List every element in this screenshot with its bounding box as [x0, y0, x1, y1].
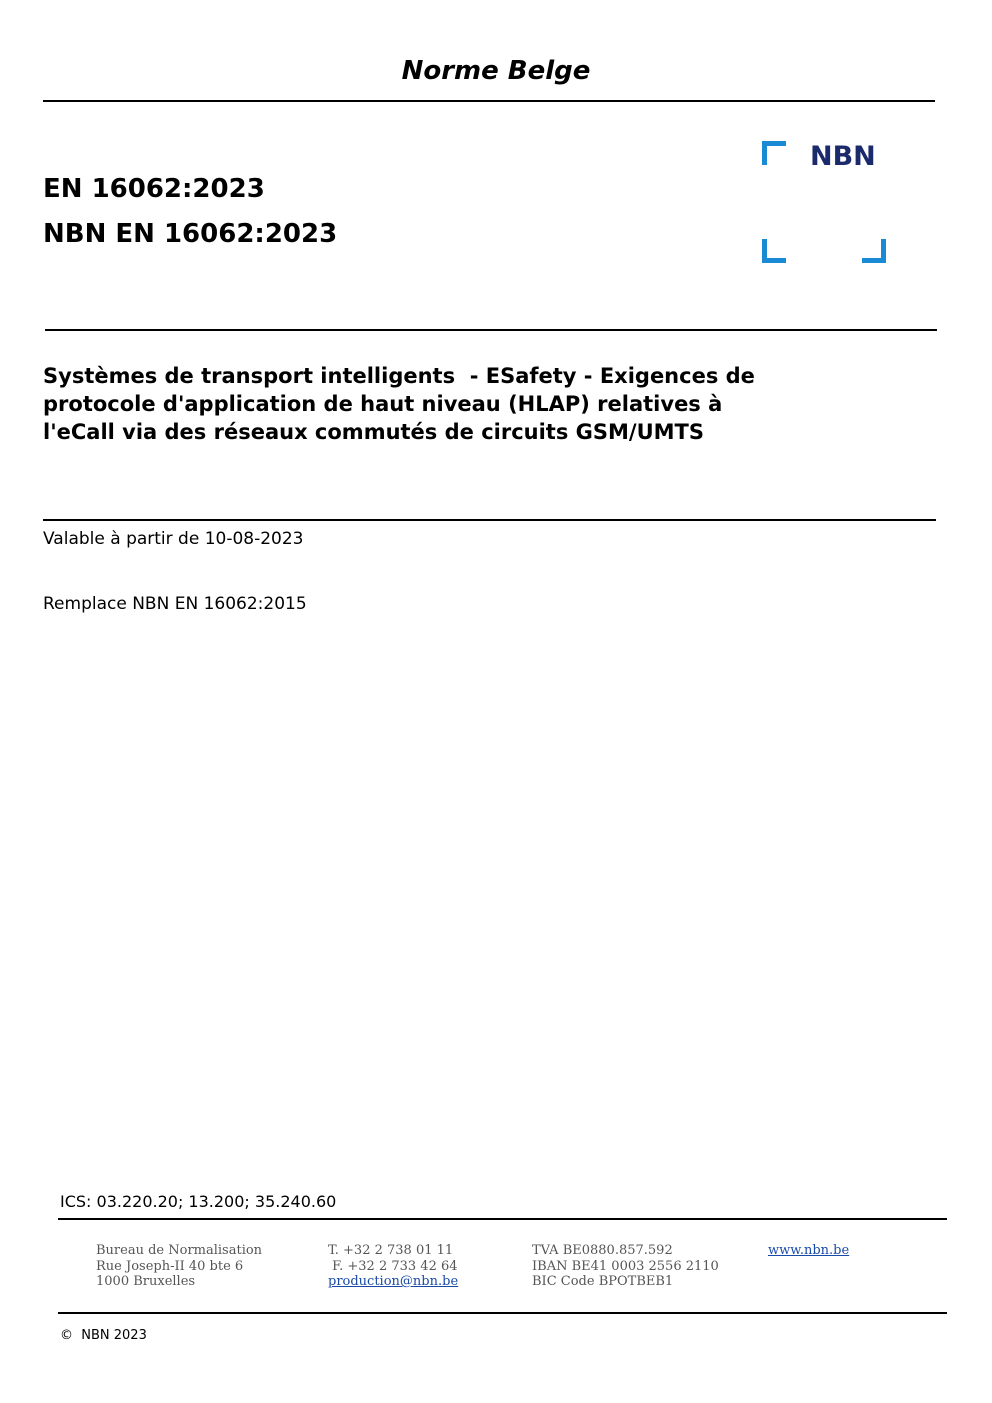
vat-number: TVA BE0880.857.592: [532, 1243, 673, 1258]
header-divider: [43, 100, 935, 102]
footer-bottom-divider: [58, 1312, 947, 1314]
logo-bracket-top-left: [765, 144, 787, 166]
footer-top-divider: [58, 1218, 947, 1220]
document-title-line: protocole d'application de haut niveau (HLAP) relatives à: [43, 392, 723, 416]
logo-bracket-bottom-left: [765, 239, 787, 261]
email-link[interactable]: production@nbn.be: [328, 1274, 459, 1289]
document-title-line: Systèmes de transport intelligents - ESafety - Exigences de: [43, 364, 755, 388]
document-title: [43, 362, 923, 446]
iban-number: IBAN BE41 0003 2556 2110: [532, 1258, 719, 1274]
bic-code: BIC Code BPOTBEB1: [532, 1274, 674, 1289]
footer-contact: [328, 1243, 458, 1290]
document-title-line: l'eCall via des réseaux commutés de circuits GSM/UMTS: [43, 420, 704, 444]
title-top-divider: [45, 329, 937, 331]
copyright-notice: © NBN 2023: [60, 1328, 147, 1343]
footer-website: [768, 1243, 849, 1259]
ics-codes: ICS: 03.220.20; 13.200; 35.240.60: [60, 1192, 337, 1211]
validity-date: Valable à partir de 10-08-2023: [43, 529, 304, 549]
footer-bank-info: [532, 1243, 719, 1290]
footer-address: [96, 1243, 262, 1290]
standard-code-nbn: NBN EN 16062:2023: [43, 219, 338, 249]
replaces-standard: Remplace NBN EN 16062:2015: [43, 594, 307, 614]
address-line: Bureau de Normalisation: [96, 1243, 263, 1258]
address-line: Rue Joseph-II 40 bte 6: [96, 1258, 244, 1274]
logo-text: NBN: [810, 141, 876, 172]
fax-number: F. +32 2 733 42 64: [328, 1258, 458, 1274]
nbn-logo: [762, 141, 886, 263]
standard-code-en: EN 16062:2023: [43, 174, 265, 204]
title-bottom-divider: [43, 519, 936, 521]
address-line: 1000 Bruxelles: [96, 1274, 196, 1289]
logo-bracket-bottom-right: [862, 239, 884, 261]
phone-number: T. +32 2 738 01 11: [328, 1243, 454, 1258]
website-link[interactable]: www.nbn.be: [768, 1243, 850, 1258]
page-header-title: Norme Belge: [401, 56, 591, 86]
